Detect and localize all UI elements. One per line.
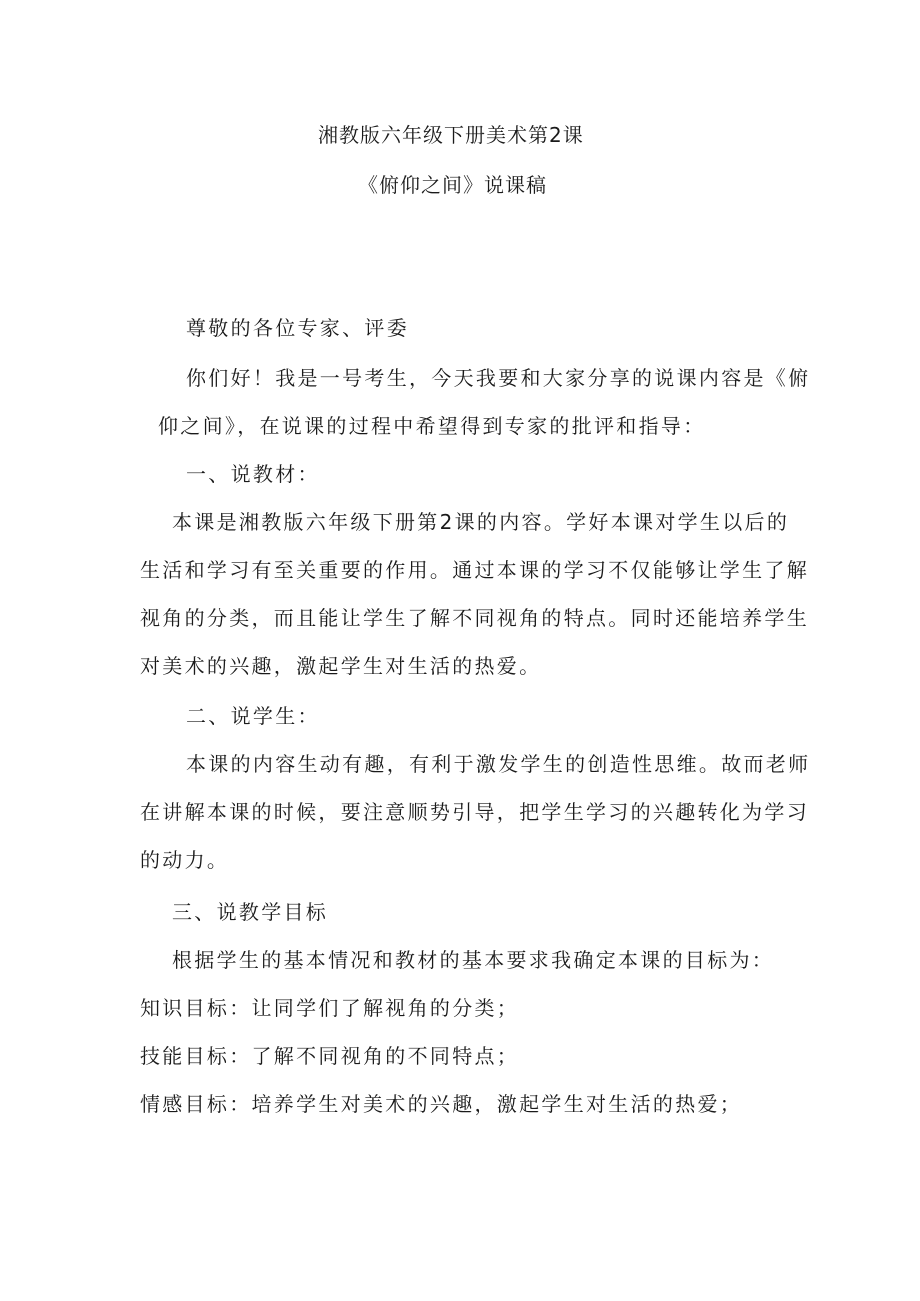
salutation: 尊敬的各位专家、评委	[186, 316, 409, 340]
intro-line-1: 你们好！我是一号考生，今天我要和大家分享的说课内容是《俯	[186, 366, 811, 390]
goal-skill: 技能目标：了解不同视角的不同特点；	[140, 1044, 520, 1068]
section-heading-objectives: 三、说教学目标	[172, 900, 329, 924]
paragraph-line: 生活和学习有至关重要的作用。通过本课的学习不仅能够让学生了解	[140, 558, 809, 582]
paragraph-line: 在讲解本课的时候，要注意顺势引导，把学生学习的兴趣转化为学习	[140, 800, 809, 824]
section-heading-students: 二、说学生：	[186, 704, 320, 728]
section-heading-teaching-material: 一、说教材：	[186, 462, 320, 486]
objectives-intro: 根据学生的基本情况和教材的基本要求我确定本课的目标为：	[172, 948, 775, 972]
paragraph-line: 本课的内容生动有趣，有利于激发学生的创造性思维。故而老师	[186, 752, 811, 776]
paragraph-line: 视角的分类，而且能让学生了解不同视角的特点。同时还能培养学生	[140, 606, 809, 630]
paragraph-line: 的动力。	[140, 848, 230, 872]
title-line-2: 《俯仰之间》说课稿	[358, 173, 547, 197]
paragraph-line: 本课是湘教版六年级下册第2课的内容。学好本课对学生以后的	[172, 510, 790, 534]
paragraph-line: 对美术的兴趣，激起学生对生活的热爱。	[140, 654, 542, 678]
intro-line-2: 仰之间》，在说课的过程中希望得到专家的批评和指导：	[158, 414, 706, 438]
title-line-1: 湘教版六年级下册美术第2课	[318, 123, 584, 147]
goal-emotion: 情感目标：培养学生对美术的兴趣，激起学生对生活的热爱；	[140, 1092, 743, 1116]
goal-knowledge: 知识目标：让同学们了解视角的分类；	[140, 996, 520, 1020]
